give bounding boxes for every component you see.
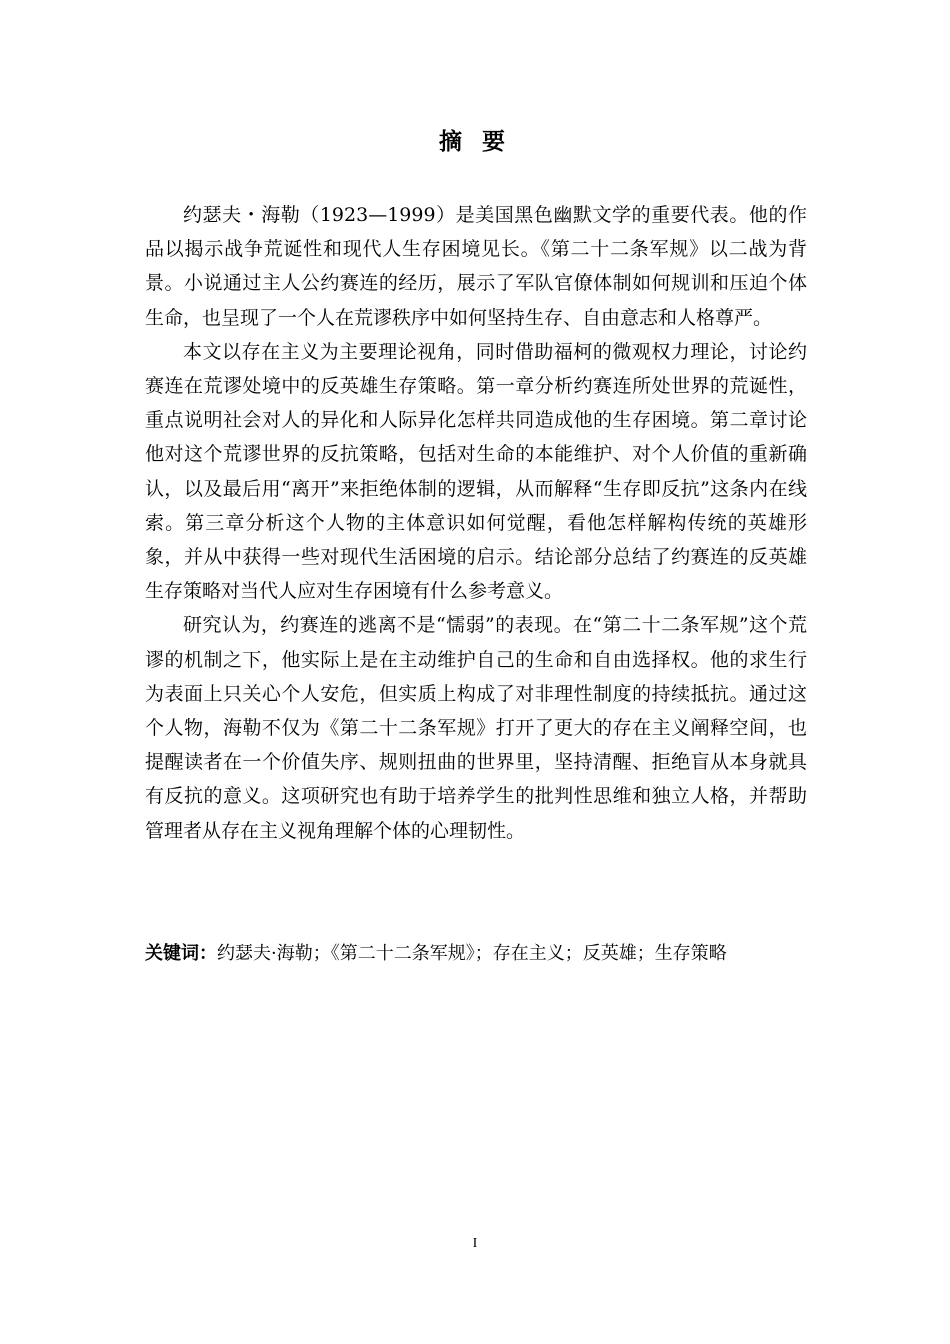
abstract-paragraph-1: 约瑟夫・海勒（1923—1999）是美国黑色幽默文学的重要代表。他的作品以揭示战争荒诞性和现代人生存困境见长。《第二十二条军规》以二战为背景。小说通过主人公约赛连的经历，展示了军队官僚体制如何规训和压迫个体生命，也呈现了一个人在荒谬秩序中如何坚持生存、自由意志和人格尊严。 — [145, 204, 807, 329]
page-number: I — [472, 1236, 478, 1251]
keywords-line — [145, 938, 825, 970]
abstract-paragraph-2: 本文以存在主义为主要理论视角，同时借助福柯的微观权力理论，讨论约赛连在荒谬处境中的反英雄生存策略。第一章分析约赛连所处世界的荒诞性，重点说明社会对人的异化和人际异化怎样共同造成他的生存困境。第二章讨论他对这个荒谬世界的反抗策略，包括对生命的本能维护、对个人价值的重新确认，以及最后用“离开”来拒绝体制的逻辑，从而解释“生存即反抗”这条内在线索。第三章分析这个人物的主体意识如何觉醒，看他怎样解构传统的英雄形象，并从中获得一些对现代生活困境的启示。结论部分总结了约赛连的反英雄生存策略对当代人应对生存困境有什么参考意义。 — [145, 340, 807, 603]
keywords-text: 约瑟夫·海勒；《第二十二条军规》；存在主义；反英雄；生存策略 — [217, 943, 727, 964]
abstract-title: 摘 要 — [438, 129, 511, 155]
abstract-paragraph-3: 研究认为，约赛连的逃离不是“懦弱”的表现。在“第二十二条军规”这个荒谬的机制之下，他实际上是在主动维护自己的生命和自由选择权。他的求生行为表面上只关心个人安危，但实质上构成了对非理性制度的持续抵抗。通过这个人物，海勒不仅为《第二十二条军规》打开了更大的存在主义阐释空间，也提醒读者在一个价值失序、规则扭曲的世界里，坚持清醒、拒绝盲从本身就具有反抗的意义。这项研究也有助于培养学生的批判性思维和独立人格，并帮助管理者从存在主义视角理解个体的心理韧性。 — [145, 614, 807, 842]
keywords-label: 关键词： — [145, 943, 217, 964]
abstract-body — [145, 198, 807, 848]
